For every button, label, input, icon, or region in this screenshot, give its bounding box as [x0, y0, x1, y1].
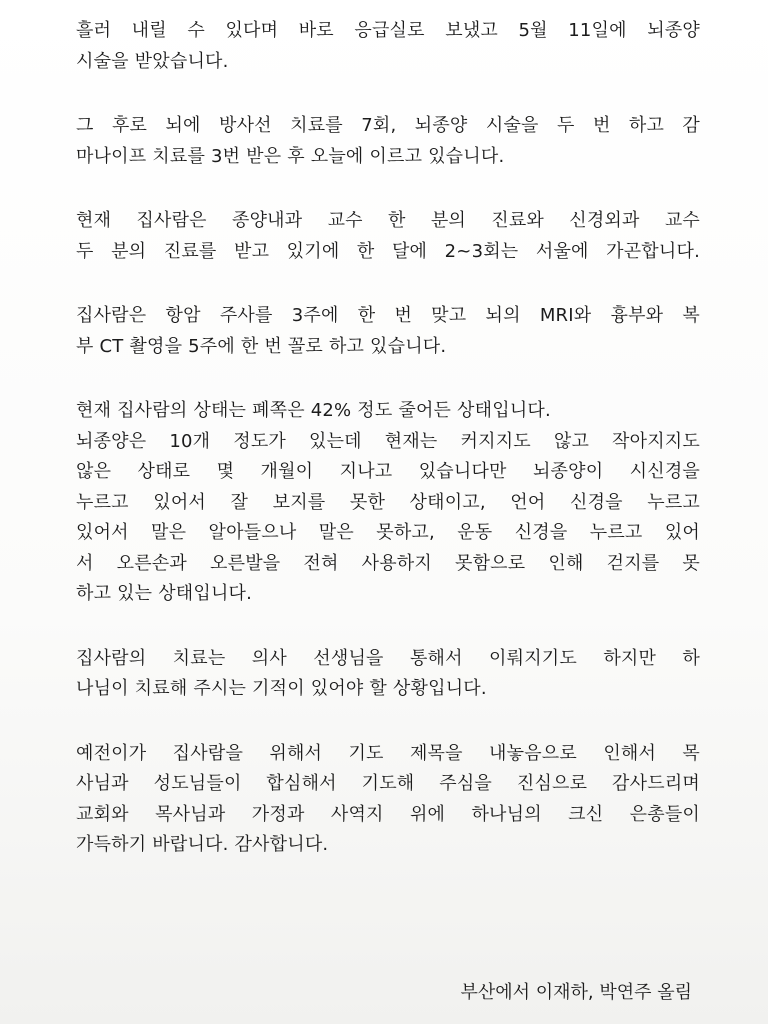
paragraph-1 [76, 16, 700, 77]
paragraph-6 [76, 644, 700, 705]
text-line: 교회와 목사님과 가정과 사역지 위에 하나님의 크신 은총들이 [76, 803, 700, 825]
text-line: 하고 있는 상태입니다. [76, 583, 253, 604]
text-line: 현재 집사람의 상태는 폐쪽은 42% 정도 줄어든 상태입니다. [76, 400, 551, 421]
paragraph-3 [76, 206, 700, 267]
text-line: 흘러 내릴 수 있다며 바로 응급실로 보냈고 5월 11일에 뇌종양 [76, 20, 700, 41]
text-line: 않은 상태로 몇 개월이 지나고 있습니다만 뇌종양이 시신경을 [76, 461, 700, 482]
text-line: 가득하기 바랍니다. 감사합니다. [76, 834, 329, 855]
signature: 부산에서 이재하, 박연주 올림 [460, 982, 692, 1003]
text-line: 누르고 있어서 잘 보지를 못한 상태이고, 언어 신경을 누르고 [76, 491, 700, 513]
paragraph-4 [76, 301, 700, 362]
text-line: 뇌종양은 10개 정도가 있는데 현재는 커지지도 않고 작아지지도 [76, 430, 700, 452]
text-line: 집사람의 치료는 의사 선생님을 통해서 이뤄지기도 하지만 하 [76, 647, 700, 669]
text-line: 나님이 치료해 주시는 기적이 있어야 할 상황입니다. [76, 678, 487, 699]
text-line: 그 후로 뇌에 방사선 치료를 7회, 뇌종양 시술을 두 번 하고 감 [76, 115, 700, 136]
text-line: 사님과 성도님들이 합심해서 기도해 주심을 진심으로 감사드리며 [76, 773, 700, 794]
text-line: 현재 집사람은 종양내과 교수 한 분의 진료와 신경외과 교수 [76, 210, 700, 231]
text-line: 집사람은 항암 주사를 3주에 한 번 맞고 뇌의 MRI와 흉부와 복 [76, 305, 700, 326]
text-line: 서 오른손과 오른발을 전혀 사용하지 못함으로 인해 걷지를 못 [76, 552, 700, 574]
letter-body [76, 16, 700, 895]
text-line: 예전이가 집사람을 위해서 기도 제목을 내놓음으로 인해서 목 [76, 742, 700, 764]
text-line: 있어서 말은 알아들으나 말은 못하고, 운동 신경을 누르고 있어 [76, 522, 700, 543]
text-line: 부 CT 촬영을 5주에 한 번 꼴로 하고 있습니다. [76, 335, 447, 357]
text-line: 두 분의 진료를 받고 있기에 한 달에 2~3회는 서울에 가곤합니다. [76, 240, 700, 262]
paragraph-7 [76, 739, 700, 861]
paragraph-5 [76, 396, 700, 610]
text-line: 시술을 받았습니다. [76, 50, 229, 72]
text-line: 마나이프 치료를 3번 받은 후 오늘에 이르고 있습니다. [76, 145, 505, 167]
paragraph-2 [76, 111, 700, 172]
